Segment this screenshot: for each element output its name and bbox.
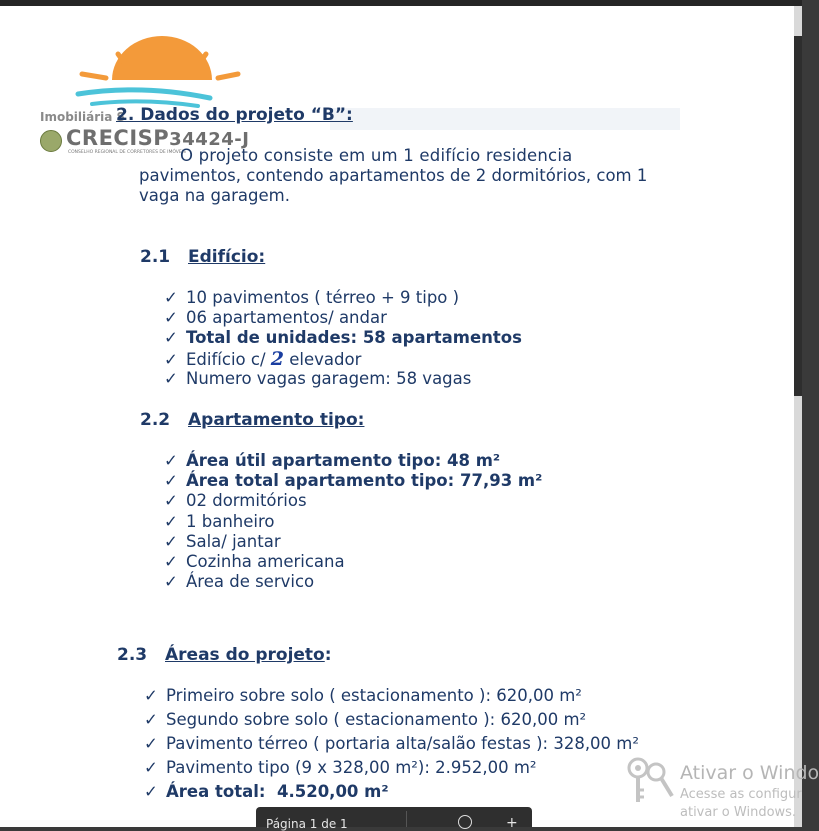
list-item: ✓ 1 banheiro [164, 512, 275, 531]
check-icon: ✓ [144, 710, 158, 729]
key-icon [626, 756, 674, 808]
document-page [0, 6, 819, 827]
toolbar-divider [406, 811, 407, 827]
check-icon: ✓ [164, 552, 178, 571]
check-icon: ✓ [164, 512, 178, 531]
sun-logo-icon [102, 44, 242, 114]
zoom-icon[interactable] [458, 815, 472, 829]
brazil-seal-icon [40, 130, 62, 152]
check-icon: ✓ [164, 532, 178, 551]
section-2-1-title: Edifício: [188, 247, 266, 267]
check-icon: ✓ [164, 471, 178, 490]
creci-number: 34424-J [169, 129, 250, 150]
list-item: ✓ Edifício c/ 2 elevador [164, 348, 362, 370]
check-icon: ✓ [164, 328, 178, 347]
check-icon: ✓ [164, 451, 178, 470]
viewer-right-edge [794, 6, 802, 827]
intro-line-2: pavimentos, contendo apartamentos de 2 dormitórios, com 1 [139, 166, 648, 185]
check-icon: ✓ [144, 686, 158, 705]
list-item: ✓ Sala/ jantar [164, 532, 281, 551]
list-item: ✓ Cozinha americana [164, 552, 345, 571]
section-2-3-title: Áreas do projeto [165, 645, 325, 665]
list-item: ✓ Pavimento tipo (9 x 328,00 m²): 2.952,00 m² [144, 758, 537, 777]
list-item: ✓ 10 pavimentos ( térreo + 9 tipo ) [164, 288, 460, 307]
scan-highlight [330, 108, 680, 130]
check-icon: ✓ [164, 572, 178, 591]
intro-line-1: O projeto consiste em um 1 edifício residencia [180, 146, 573, 165]
section-2-3-number: 2.3 [117, 645, 148, 665]
list-item: ✓ Segundo sobre solo ( estacionamento ): 620,00 m² [144, 710, 587, 729]
section-2-title: 2. Dados do projeto “B”: [116, 105, 353, 125]
check-icon: ✓ [144, 734, 158, 753]
list-item: ✓ Pavimento térreo ( portaria alta/salão festas ): 328,00 m² [144, 734, 639, 753]
check-icon: ✓ [164, 491, 178, 510]
section-2-2-title: Apartamento tipo: [188, 410, 365, 430]
activate-windows-title: Ativar o Windo [680, 762, 819, 784]
list-item: ✓ Primeiro sobre solo ( estacionamento ): 620,00 m² [144, 686, 582, 705]
list-item: ✓ 02 dormitórios [164, 491, 307, 510]
list-item: ✓ Numero vagas garagem: 58 vagas [164, 369, 472, 388]
page-toolbar [256, 807, 532, 831]
list-item: ✓ 06 apartamentos/ andar [164, 308, 387, 327]
zoom-in-icon[interactable]: + [506, 815, 518, 831]
check-icon: ✓ [164, 288, 178, 307]
page-indicator: Página 1 de 1 [266, 817, 348, 831]
list-item: ✓ Total de unidades: 58 apartamentos [164, 328, 522, 347]
total-area-item: ✓ Área total: 4.520,00 m² [144, 782, 389, 801]
check-icon: ✓ [144, 782, 158, 801]
scroll-track[interactable] [794, 36, 802, 396]
activate-windows-line-3: ativar o Windows. [680, 805, 797, 820]
check-icon: ✓ [164, 350, 178, 369]
check-icon: ✓ [164, 369, 178, 388]
list-item: ✓ Área útil apartamento tipo: 48 m² [164, 451, 501, 470]
list-item: ✓ Área de servico [164, 572, 315, 591]
section-2-1-number: 2.1 [140, 247, 171, 267]
section-2-2-number: 2.2 [140, 410, 171, 430]
creci-label: CRECISP [66, 126, 170, 150]
section-2-3-title-wrap: Áreas do projeto: [165, 645, 332, 665]
conselho-text: CONSELHO REGIONAL DE CORRETORES DE IMÓVEIS [68, 150, 186, 155]
activate-windows-line-2: Acesse as configur [680, 787, 802, 802]
check-icon: ✓ [144, 758, 158, 777]
handwritten-number: 2 [270, 348, 284, 370]
intro-line-3: vaga na garagem. [139, 186, 290, 205]
list-item: ✓ Área total apartamento tipo: 77,93 m² [164, 471, 543, 490]
company-name: Imobiliária S [40, 110, 126, 124]
check-icon: ✓ [164, 308, 178, 327]
